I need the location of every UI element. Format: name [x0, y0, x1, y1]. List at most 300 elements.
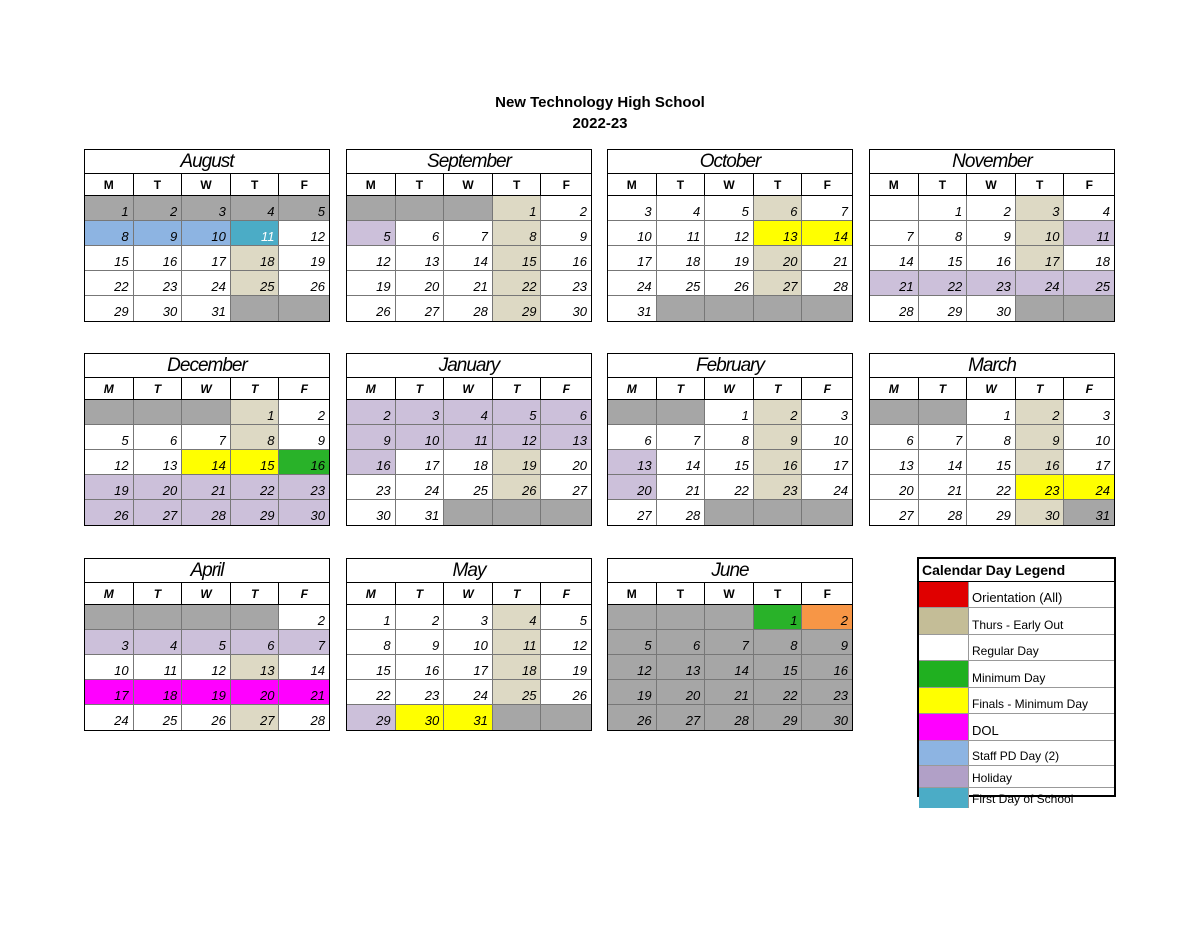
month-name: June: [608, 559, 852, 583]
day-cell: 1: [85, 196, 134, 221]
legend-item: [919, 741, 1114, 766]
weekday-header: T: [231, 174, 280, 196]
day-cell: 8: [231, 425, 280, 450]
day-cell: 13: [657, 655, 706, 680]
week-row: [870, 296, 1114, 321]
month-name: November: [870, 150, 1114, 174]
day-cell: 15: [754, 655, 803, 680]
day-cell: [444, 196, 493, 221]
week-row: [608, 221, 852, 246]
week-row: [347, 500, 591, 525]
day-cell: 1: [231, 400, 280, 425]
legend-swatch: [919, 714, 969, 740]
day-cell: 18: [493, 655, 542, 680]
day-cell: 16: [541, 246, 591, 271]
day-cell: 24: [1064, 475, 1114, 500]
weekday-header: T: [919, 378, 968, 400]
day-cell: 25: [1064, 271, 1114, 296]
weekday-header: W: [444, 378, 493, 400]
month-august: [84, 149, 330, 322]
legend-label: Minimum Day: [972, 671, 1046, 685]
month-name: April: [85, 559, 329, 583]
month-name: February: [608, 354, 852, 378]
day-cell: [347, 196, 396, 221]
day-cell: 1: [754, 605, 803, 630]
day-cell: 29: [85, 296, 134, 321]
legend-swatch: [919, 741, 969, 765]
day-cell: 4: [444, 400, 493, 425]
weekday-header: M: [608, 583, 657, 605]
day-cell: 6: [754, 196, 803, 221]
day-cell: 10: [396, 425, 445, 450]
day-cell: 14: [919, 450, 968, 475]
day-cell: 6: [870, 425, 919, 450]
day-cell: 24: [182, 271, 231, 296]
legend-swatch: [919, 661, 969, 687]
legend-item: [919, 714, 1114, 741]
day-cell: 13: [754, 221, 803, 246]
week-row: [85, 400, 329, 425]
day-cell: 2: [279, 605, 329, 630]
weekday-header-row: [608, 174, 852, 196]
day-cell: 2: [134, 196, 183, 221]
weekday-header: T: [1016, 174, 1065, 196]
day-cell: 29: [754, 705, 803, 730]
week-row: [608, 475, 852, 500]
weekday-header: F: [802, 174, 852, 196]
day-cell: 20: [608, 475, 657, 500]
day-cell: 12: [493, 425, 542, 450]
day-cell: 12: [279, 221, 329, 246]
day-cell: 21: [919, 475, 968, 500]
day-cell: 21: [182, 475, 231, 500]
week-row: [347, 400, 591, 425]
month-name: January: [347, 354, 591, 378]
day-cell: [1016, 296, 1065, 321]
week-row: [347, 221, 591, 246]
weekday-header: T: [754, 583, 803, 605]
day-cell: 29: [967, 500, 1016, 525]
day-cell: 30: [967, 296, 1016, 321]
weekday-header: F: [802, 378, 852, 400]
day-cell: 16: [802, 655, 852, 680]
weekday-header: F: [541, 583, 591, 605]
day-cell: 10: [182, 221, 231, 246]
legend-label: Regular Day: [972, 644, 1039, 658]
legend-swatch: [919, 608, 969, 634]
day-cell: 6: [231, 630, 280, 655]
week-row: [608, 196, 852, 221]
day-cell: 5: [347, 221, 396, 246]
day-cell: 9: [802, 630, 852, 655]
weekday-header: F: [541, 174, 591, 196]
week-row: [608, 605, 852, 630]
day-cell: [870, 400, 919, 425]
day-cell: 2: [279, 400, 329, 425]
day-cell: 13: [231, 655, 280, 680]
day-cell: 30: [134, 296, 183, 321]
day-cell: [802, 296, 852, 321]
week-row: [85, 680, 329, 705]
week-row: [347, 705, 591, 730]
day-cell: 17: [396, 450, 445, 475]
legend-label: Holiday: [972, 771, 1013, 785]
day-cell: 1: [347, 605, 396, 630]
day-cell: [182, 400, 231, 425]
day-cell: 2: [967, 196, 1016, 221]
day-cell: 3: [444, 605, 493, 630]
week-row: [870, 221, 1114, 246]
day-cell: 29: [493, 296, 542, 321]
day-cell: 15: [493, 246, 542, 271]
week-row: [608, 655, 852, 680]
day-cell: 3: [608, 196, 657, 221]
day-cell: 16: [134, 246, 183, 271]
day-cell: 29: [231, 500, 280, 525]
day-cell: 9: [1016, 425, 1065, 450]
weekday-header: T: [657, 583, 706, 605]
week-row: [608, 425, 852, 450]
day-cell: [493, 500, 542, 525]
day-cell: 12: [85, 450, 134, 475]
day-cell: [541, 500, 591, 525]
day-cell: 8: [705, 425, 754, 450]
day-cell: [919, 400, 968, 425]
day-cell: 27: [541, 475, 591, 500]
week-row: [347, 475, 591, 500]
day-cell: 15: [705, 450, 754, 475]
weekday-header-row: [608, 583, 852, 605]
day-cell: 27: [134, 500, 183, 525]
day-cell: 20: [657, 680, 706, 705]
day-cell: 9: [134, 221, 183, 246]
day-cell: 30: [802, 705, 852, 730]
day-cell: 21: [657, 475, 706, 500]
week-row: [870, 425, 1114, 450]
day-cell: 4: [231, 196, 280, 221]
week-row: [608, 630, 852, 655]
week-row: [870, 196, 1114, 221]
day-cell: 23: [967, 271, 1016, 296]
day-cell: 28: [705, 705, 754, 730]
day-cell: 23: [134, 271, 183, 296]
day-cell: 21: [802, 246, 852, 271]
legend-label: Orientation (All): [972, 590, 1063, 605]
day-cell: 20: [134, 475, 183, 500]
day-cell: 27: [754, 271, 803, 296]
day-cell: 7: [182, 425, 231, 450]
day-cell: [134, 605, 183, 630]
day-cell: 23: [802, 680, 852, 705]
day-cell: 15: [231, 450, 280, 475]
day-cell: 18: [1064, 246, 1114, 271]
weekday-header: F: [279, 583, 329, 605]
day-cell: 22: [919, 271, 968, 296]
day-cell: [705, 296, 754, 321]
day-cell: 22: [85, 271, 134, 296]
day-cell: 17: [1016, 246, 1065, 271]
day-cell: 10: [444, 630, 493, 655]
day-cell: 30: [279, 500, 329, 525]
day-cell: 18: [134, 680, 183, 705]
day-cell: 11: [134, 655, 183, 680]
week-row: [85, 500, 329, 525]
legend-label: Thurs - Early Out: [972, 618, 1064, 632]
day-cell: 31: [1064, 500, 1114, 525]
day-cell: 6: [541, 400, 591, 425]
weekday-header-row: [870, 174, 1114, 196]
day-cell: 11: [493, 630, 542, 655]
day-cell: 5: [279, 196, 329, 221]
day-cell: 24: [444, 680, 493, 705]
day-cell: 22: [231, 475, 280, 500]
day-cell: 5: [182, 630, 231, 655]
weekday-header: F: [1064, 174, 1114, 196]
weekday-header-row: [85, 583, 329, 605]
day-cell: 3: [182, 196, 231, 221]
day-cell: 20: [396, 271, 445, 296]
day-cell: 9: [967, 221, 1016, 246]
weekday-header: M: [347, 583, 396, 605]
month-october: [607, 149, 853, 322]
weekday-header-row: [347, 378, 591, 400]
day-cell: 20: [754, 246, 803, 271]
day-cell: 2: [347, 400, 396, 425]
day-cell: 13: [396, 246, 445, 271]
day-cell: [870, 196, 919, 221]
day-cell: 13: [870, 450, 919, 475]
weekday-header: W: [705, 583, 754, 605]
weekday-header: T: [493, 378, 542, 400]
day-cell: 8: [919, 221, 968, 246]
week-row: [870, 400, 1114, 425]
day-cell: 2: [802, 605, 852, 630]
week-row: [870, 475, 1114, 500]
day-cell: 3: [802, 400, 852, 425]
day-cell: 1: [705, 400, 754, 425]
weekday-header: T: [134, 174, 183, 196]
legend-title: Calendar Day Legend: [919, 559, 1114, 582]
day-cell: 23: [1016, 475, 1065, 500]
day-cell: 5: [85, 425, 134, 450]
day-cell: 25: [444, 475, 493, 500]
day-cell: 25: [657, 271, 706, 296]
day-cell: 14: [870, 246, 919, 271]
week-row: [347, 630, 591, 655]
day-cell: 12: [347, 246, 396, 271]
month-november: [869, 149, 1115, 322]
day-cell: [657, 400, 706, 425]
day-cell: 19: [182, 680, 231, 705]
month-april: [84, 558, 330, 731]
month-june: [607, 558, 853, 731]
day-cell: [444, 500, 493, 525]
legend-item: [919, 608, 1114, 635]
day-cell: 4: [493, 605, 542, 630]
week-row: [85, 196, 329, 221]
week-row: [870, 500, 1114, 525]
weekday-header-row: [870, 378, 1114, 400]
day-cell: 5: [493, 400, 542, 425]
day-cell: 26: [541, 680, 591, 705]
day-cell: 2: [1016, 400, 1065, 425]
day-cell: 23: [754, 475, 803, 500]
legend-item: [919, 788, 1114, 808]
day-cell: 17: [85, 680, 134, 705]
day-cell: 24: [608, 271, 657, 296]
month-name: March: [870, 354, 1114, 378]
legend-label: First Day of School: [972, 792, 1074, 806]
weekday-header: W: [967, 378, 1016, 400]
weekday-header: M: [870, 378, 919, 400]
day-cell: 19: [85, 475, 134, 500]
day-cell: 30: [1016, 500, 1065, 525]
month-name: September: [347, 150, 591, 174]
day-cell: 26: [608, 705, 657, 730]
day-cell: [608, 605, 657, 630]
day-cell: [754, 296, 803, 321]
weekday-header: F: [541, 378, 591, 400]
week-row: [347, 450, 591, 475]
week-row: [347, 196, 591, 221]
month-march: [869, 353, 1115, 526]
day-cell: 14: [279, 655, 329, 680]
weekday-header: T: [493, 583, 542, 605]
day-cell: 13: [134, 450, 183, 475]
school-title: New Technology High School: [495, 94, 705, 111]
day-cell: 16: [396, 655, 445, 680]
weekday-header: M: [608, 174, 657, 196]
day-cell: 26: [347, 296, 396, 321]
week-row: [608, 680, 852, 705]
day-cell: 25: [231, 271, 280, 296]
day-cell: 25: [134, 705, 183, 730]
day-cell: 17: [444, 655, 493, 680]
week-row: [347, 605, 591, 630]
day-cell: 8: [347, 630, 396, 655]
day-cell: 30: [396, 705, 445, 730]
day-cell: 8: [967, 425, 1016, 450]
week-row: [608, 296, 852, 321]
day-cell: 16: [1016, 450, 1065, 475]
day-cell: 24: [802, 475, 852, 500]
day-cell: 28: [870, 296, 919, 321]
day-cell: 9: [754, 425, 803, 450]
week-row: [870, 450, 1114, 475]
weekday-header-row: [347, 174, 591, 196]
weekday-header: W: [444, 583, 493, 605]
day-cell: 8: [85, 221, 134, 246]
day-cell: [182, 605, 231, 630]
week-row: [85, 221, 329, 246]
day-cell: 14: [444, 246, 493, 271]
day-cell: 27: [231, 705, 280, 730]
day-cell: 6: [657, 630, 706, 655]
day-cell: 4: [1064, 196, 1114, 221]
day-cell: 23: [347, 475, 396, 500]
day-cell: 16: [754, 450, 803, 475]
week-row: [608, 705, 852, 730]
weekday-header: T: [231, 583, 280, 605]
day-cell: 27: [870, 500, 919, 525]
day-cell: 29: [347, 705, 396, 730]
weekday-header: W: [182, 174, 231, 196]
day-cell: 28: [919, 500, 968, 525]
day-cell: 24: [85, 705, 134, 730]
weekday-header: T: [919, 174, 968, 196]
day-cell: 18: [657, 246, 706, 271]
day-cell: 22: [754, 680, 803, 705]
day-cell: 18: [444, 450, 493, 475]
week-row: [347, 246, 591, 271]
day-cell: 4: [657, 196, 706, 221]
day-cell: [705, 500, 754, 525]
day-cell: 26: [85, 500, 134, 525]
day-cell: 7: [802, 196, 852, 221]
day-cell: 17: [608, 246, 657, 271]
day-cell: 12: [608, 655, 657, 680]
day-cell: 26: [182, 705, 231, 730]
day-cell: 8: [493, 221, 542, 246]
weekday-header: M: [347, 378, 396, 400]
day-cell: 5: [608, 630, 657, 655]
day-cell: 28: [182, 500, 231, 525]
day-cell: 6: [608, 425, 657, 450]
weekday-header: M: [347, 174, 396, 196]
legend-swatch: [919, 635, 969, 660]
week-row: [608, 500, 852, 525]
month-may: [346, 558, 592, 731]
weekday-header: W: [705, 378, 754, 400]
day-cell: 31: [608, 296, 657, 321]
day-cell: 3: [85, 630, 134, 655]
day-cell: 12: [182, 655, 231, 680]
day-cell: 18: [231, 246, 280, 271]
weekday-header: T: [134, 378, 183, 400]
day-cell: [279, 296, 329, 321]
day-cell: 31: [182, 296, 231, 321]
day-cell: 10: [802, 425, 852, 450]
week-row: [347, 655, 591, 680]
day-cell: [231, 296, 280, 321]
week-row: [608, 271, 852, 296]
day-cell: 6: [396, 221, 445, 246]
day-cell: 20: [870, 475, 919, 500]
day-cell: [85, 605, 134, 630]
day-cell: 15: [967, 450, 1016, 475]
weekday-header: M: [608, 378, 657, 400]
day-cell: 16: [279, 450, 329, 475]
weekday-header: F: [802, 583, 852, 605]
day-cell: 20: [541, 450, 591, 475]
day-cell: 3: [1016, 196, 1065, 221]
day-cell: [657, 296, 706, 321]
day-cell: 19: [347, 271, 396, 296]
month-name: May: [347, 559, 591, 583]
day-cell: 17: [802, 450, 852, 475]
month-name: December: [85, 354, 329, 378]
month-name: August: [85, 150, 329, 174]
weekday-header: W: [182, 583, 231, 605]
weekday-header: F: [1064, 378, 1114, 400]
week-row: [85, 630, 329, 655]
weekday-header: T: [396, 378, 445, 400]
day-cell: 21: [444, 271, 493, 296]
day-cell: 31: [444, 705, 493, 730]
weekday-header: T: [493, 174, 542, 196]
day-cell: 21: [870, 271, 919, 296]
day-cell: 1: [493, 196, 542, 221]
